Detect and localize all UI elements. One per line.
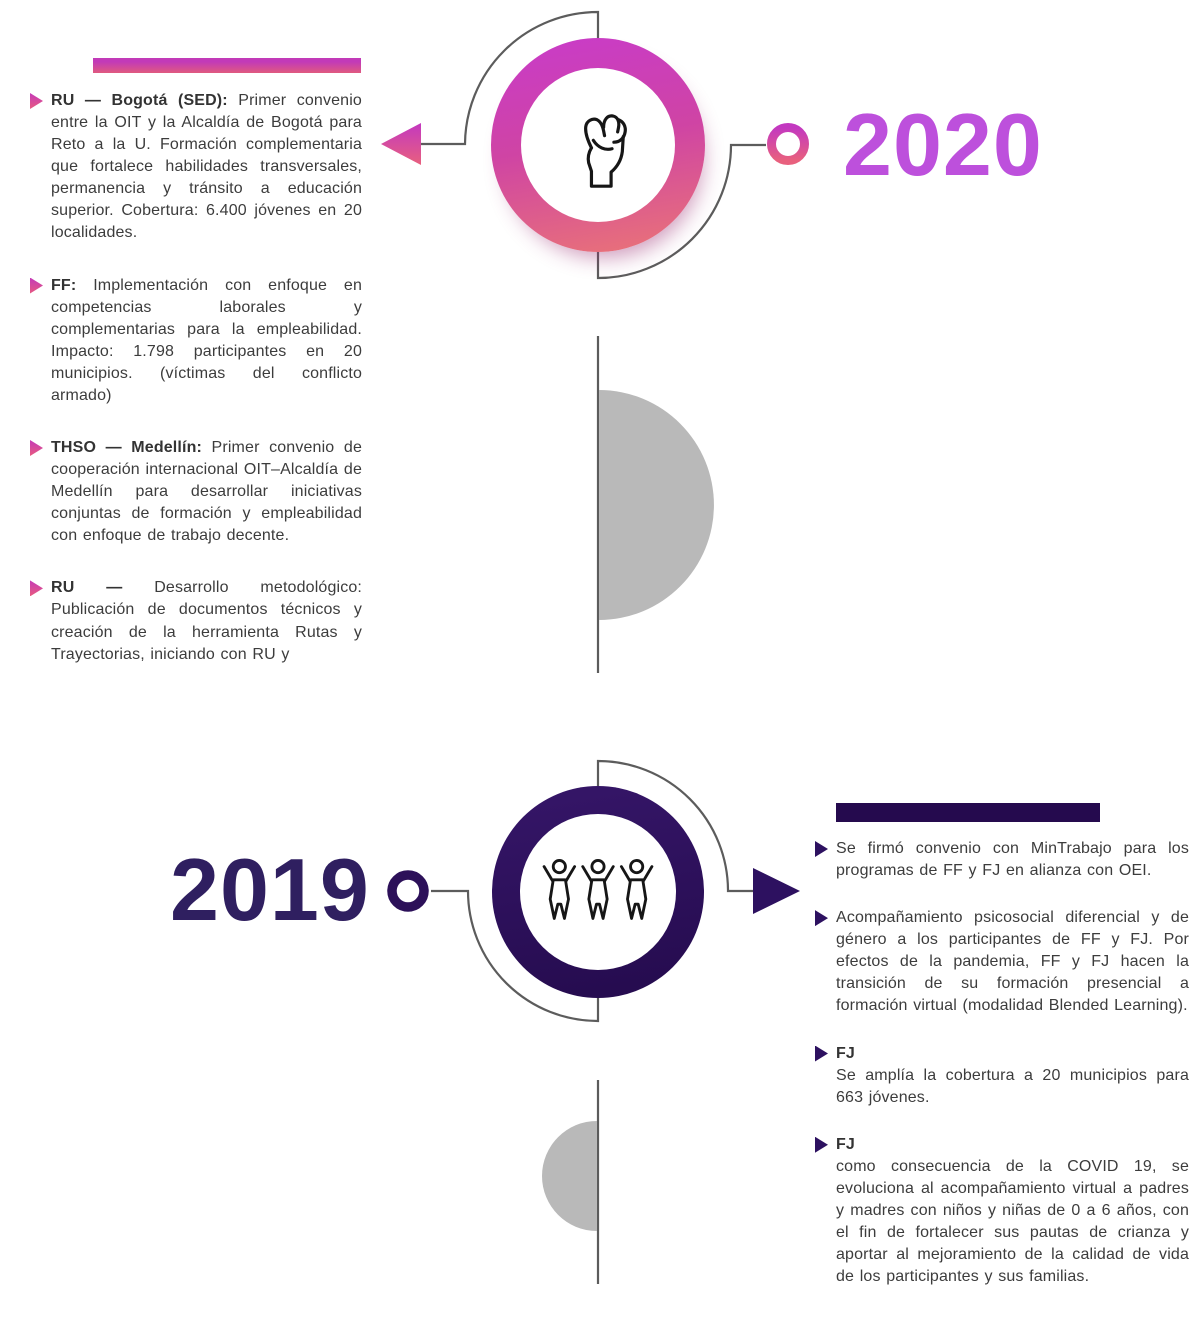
timeline-bullet [815, 838, 1189, 882]
timeline-bullet [30, 437, 362, 547]
bullet-text: Se amplía la cobertura a 20 municipios para 663 jóvenes. [836, 1066, 1189, 1106]
bullet-arrow-icon [815, 841, 828, 857]
bullet-arrow-icon [30, 278, 43, 294]
timeline-bullet [30, 577, 362, 665]
bullet-arrow-icon [815, 1046, 828, 1062]
milestone-circle-inner [520, 814, 676, 970]
bullet-text: Primer convenio de cooperación internacional OIT–Alcaldía de Medellín para desarrollar iniciativas conjuntas de formación y empleabilidad con enfoque de trabajo decente. [51, 439, 362, 545]
year-label-2020: 2020 [843, 95, 1043, 194]
accent-bar-2019 [836, 803, 1100, 822]
milestone-circle-2019 [492, 786, 704, 998]
milestone-circle-2020 [491, 38, 705, 252]
bullet-lead: FJ [836, 1135, 855, 1153]
bullet-arrow-icon [30, 93, 43, 109]
bullet-text: como consecuencia de la COVID 19, se evoluciona al acompañamiento virtual a padres y madres con niños y niñas de 0 a 6 años, con el fin de fortalecer sus pautas de crianza y aportar al mejoramiento de la calidad de vida de los participantes y sus familias. [836, 1157, 1189, 1286]
timeline-bullet [815, 1134, 1189, 1289]
timeline-bullet [815, 1043, 1189, 1109]
bullet-arrow-icon [30, 580, 43, 596]
bullet-list-2020 [30, 90, 362, 666]
decorative-semicircle-left [542, 1121, 597, 1231]
bullet-text: Implementación con enfoque en competencias laborales y complementarias para la empleabilidad. Impacto: 1.798 participantes en 20 municipios. (víctimas del conflicto armado) [51, 276, 362, 404]
bullet-list-2019 [815, 838, 1189, 1313]
decorative-semicircle-right [599, 390, 714, 620]
timeline-node-ring-2020 [772, 128, 805, 161]
bullet-lead: FJ [836, 1044, 855, 1062]
raised-fist-icon [569, 101, 627, 189]
bullet-text: Acompañamiento psicosocial diferencial y de género a los participantes de FF y FJ. Por efectos de la pandemia, FF y FJ hacen la transición de su formación presencial a formación virtual (modalidad Blended Learning). [836, 909, 1189, 1015]
timeline-bullet [815, 907, 1189, 1017]
bullet-text: Primer convenio entre la OIT y la Alcaldía de Bogotá para Reto a la U. Formación complementaria que fortalece habilidades transversales, permanencia y tránsito a educación superior. Cobertura: 6.400 jóvenes en 20 localidades. [51, 92, 362, 242]
timeline-bullet [30, 275, 362, 407]
bullet-arrow-icon [815, 910, 828, 926]
people-celebrating-icon [539, 857, 657, 927]
bullet-text: Desarrollo metodológico: Publicación de documentos técnicos y creación de la herramienta Rutas y Trayectorias, iniciando con RU y [51, 579, 362, 663]
milestone-circle-inner [521, 68, 675, 222]
year-label-2019: 2019 [170, 840, 370, 939]
bullet-lead: THSO — Medellín: [51, 439, 202, 457]
bullet-lead: RU — [51, 579, 123, 597]
accent-bar-2020 [93, 58, 361, 73]
right-arrow-icon [753, 868, 800, 914]
bullet-lead: RU — Bogotá (SED): [51, 92, 228, 109]
timeline-bullet [30, 90, 362, 245]
timeline-node-ring-2019 [392, 875, 424, 907]
bullet-arrow-icon [30, 440, 43, 456]
left-arrow-icon [381, 123, 421, 165]
bullet-text: Se firmó convenio con MinTrabajo para los programas de FF y FJ en alianza con OEI. [836, 840, 1189, 880]
bullet-arrow-icon [815, 1137, 828, 1153]
bullet-lead: FF: [51, 276, 77, 294]
